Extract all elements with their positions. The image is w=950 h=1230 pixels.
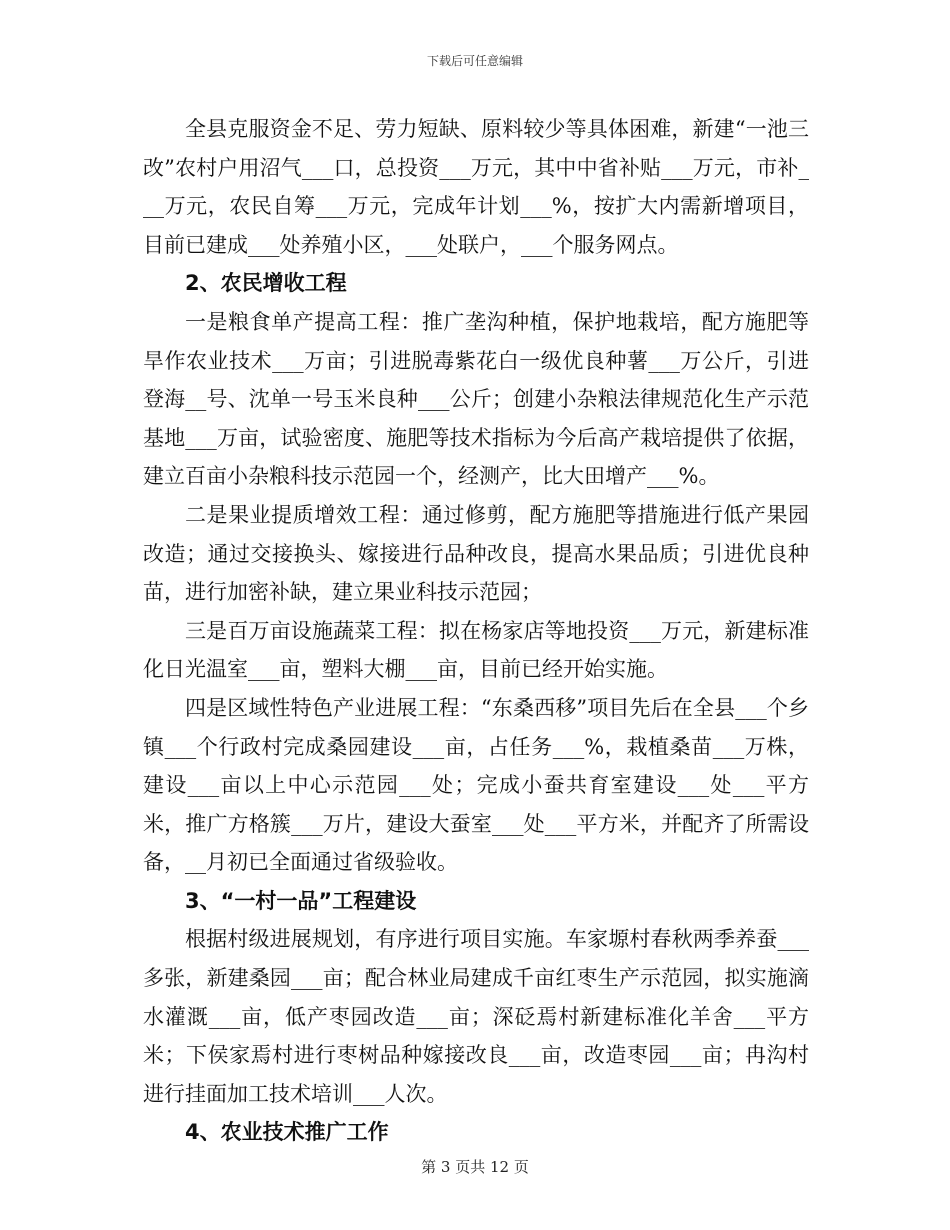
page-footer: 第 3 页共 12 页 [421, 1158, 529, 1176]
document-body [143, 110, 809, 1152]
paragraph-grain-yield: 一是粮食单产提高工程：推广垄沟种植，保护地栽培，配方施肥等旱作农业技术___万亩；引进脱毒紫花白一级优良种薯___万公斤，引进登海__号、沈单一号玉米良种___公斤；创建小杂粮法律规范化生产示范基地___万亩，试验密度、施肥等技术指标为今后高产栽培提供了依据，建立百亩小杂粮科技示范园一个，经测产，比大田增产___%。 [143, 309, 809, 489]
heading-farmer-income: 2、农民增收工程 [185, 271, 347, 296]
paragraph-vegetable-project: 三是百万亩设施蔬菜工程：拟在杨家店等地投资___万元，新建标准化日光温室___亩，塑料大棚___亩，目前已经开始实施。 [143, 618, 809, 682]
paragraph-biogas: 全县克服资金不足、劳力短缺、原料较少等具体困难，新建“一池三改”农村户用沼气___口，总投资___万元，其中中省补贴___万元，市补___万元，农民自筹___万元，完成年计划___%，按扩大内需新增项目，目前已建成___处养殖小区，___处联户，___个服务网点。 [143, 117, 809, 257]
paragraph-village-projects: 根据村级进展规划，有序进行项目实施。车家塬村春秋两季养蚕___多张，新建桑园___亩；配合林业局建成千亩红枣生产示范园，拟实施滴水灌溉___亩，低产枣园改造___亩；深砭焉村新建标准化羊舍___平方米；下侯家焉村进行枣树品种嫁接改良___亩，改造枣园___亩；冉沟村进行挂面加工技术培训___人次。 [143, 927, 809, 1106]
heading-one-village-one-product: 3、“一村一品”工程建设 [185, 888, 417, 913]
paragraph-regional-industry: 四是区域性特色产业进展工程：“东桑西移”项目先后在全县___个乡镇___个行政村完成桑园建设___亩，占任务___%，栽植桑苗___万株，建设___亩以上中心示范园___处；完成小蚕共育室建设___处___平方米，推广方格簇___万片，建设大蚕室___处___平方米，并配齐了所需设备，__月初已全面通过省级验收。 [143, 695, 809, 875]
page-header: 下载后可任意编辑 [426, 54, 523, 68]
heading-agri-tech-promotion: 4、农业技术推广工作 [185, 1120, 389, 1145]
paragraph-fruit-industry: 二是果业提质增效工程：通过修剪，配方施肥等措施进行低产果园改造；通过交接换头、嫁接进行品种改良，提高水果品质；引进优良种苗，进行加密补缺，建立果业科技示范园； [143, 502, 809, 605]
